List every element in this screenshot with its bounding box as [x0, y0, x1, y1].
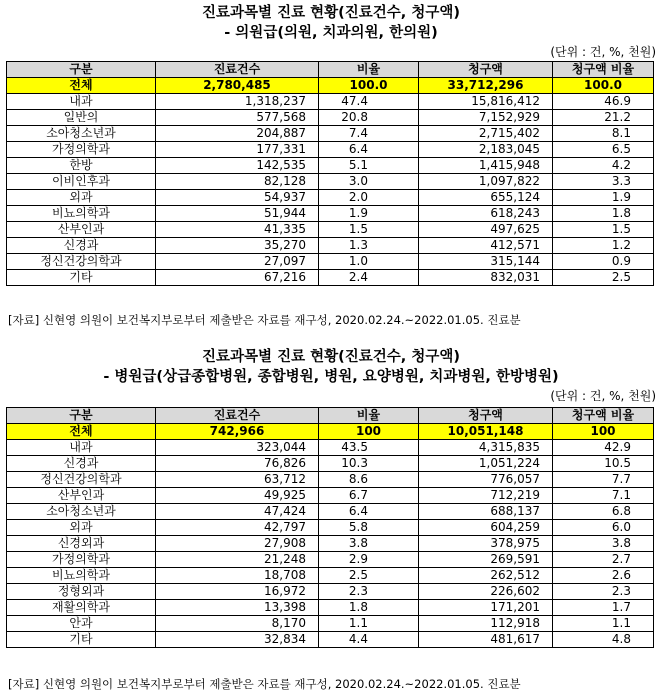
- table-row: [7, 440, 654, 456]
- count-cell: 63,712: [156, 472, 319, 488]
- count-cell: 42,797: [156, 520, 319, 536]
- total-amount: 10,051,148: [419, 424, 553, 440]
- table-row: [7, 632, 654, 648]
- amount-cell: 2,183,045: [419, 142, 553, 158]
- ratio-cell: 2.5: [319, 568, 419, 584]
- amount-cell: 412,571: [419, 238, 553, 254]
- amount-cell: 226,602: [419, 584, 553, 600]
- table-row: [7, 520, 654, 536]
- count-cell: 204,887: [156, 126, 319, 142]
- section2-title: 진료과목별 진료 현황(진료건수, 청구액): [201, 349, 461, 365]
- count-cell: 27,908: [156, 536, 319, 552]
- table-row: [7, 126, 654, 142]
- category-cell: 내과: [7, 94, 156, 110]
- category-cell: 안과: [7, 616, 156, 632]
- count-cell: 35,270: [156, 238, 319, 254]
- amount-cell: 7,152,929: [419, 110, 553, 126]
- total-row: [7, 78, 654, 94]
- category-cell: 소아청소년과: [7, 126, 156, 142]
- category-cell: 한방: [7, 158, 156, 174]
- count-cell: 51,944: [156, 206, 319, 222]
- table-row: [7, 568, 654, 584]
- category-cell: 외과: [7, 520, 156, 536]
- ratio-cell: 1.1: [319, 616, 419, 632]
- count-cell: 18,708: [156, 568, 319, 584]
- section1-source-note: [자료] 신현영 의원이 보건복지부로부터 제출받은 자료를 재구성, 2020.02.24.~2022.01.05. 진료분: [8, 313, 521, 327]
- table-row: [7, 552, 654, 568]
- amount-cell: 1,097,822: [419, 174, 553, 190]
- amount-ratio-cell: 3.3: [553, 174, 654, 190]
- ratio-cell: 2.3: [319, 584, 419, 600]
- amount-cell: 15,816,412: [419, 94, 553, 110]
- ratio-cell: 8.6: [319, 472, 419, 488]
- count-cell: 54,937: [156, 190, 319, 206]
- table-row: [7, 158, 654, 174]
- category-cell: 내과: [7, 440, 156, 456]
- category-cell: 기타: [7, 270, 156, 286]
- ratio-cell: 6.4: [319, 504, 419, 520]
- section2-header-row: [7, 408, 654, 424]
- category-cell: 비뇨의학과: [7, 206, 156, 222]
- category-cell: 가정의학과: [7, 142, 156, 158]
- amount-cell: 618,243: [419, 206, 553, 222]
- count-cell: 8,170: [156, 616, 319, 632]
- category-cell: 소아청소년과: [7, 504, 156, 520]
- amount-ratio-cell: 2.6: [553, 568, 654, 584]
- table-row: [7, 94, 654, 110]
- count-cell: 1,318,237: [156, 94, 319, 110]
- amount-ratio-cell: 0.9: [553, 254, 654, 270]
- amount-ratio-cell: 1.5: [553, 222, 654, 238]
- amount-ratio-cell: 6.8: [553, 504, 654, 520]
- amount-ratio-cell: 2.5: [553, 270, 654, 286]
- ratio-cell: 2.9: [319, 552, 419, 568]
- ratio-cell: 5.1: [319, 158, 419, 174]
- table-row: [7, 270, 654, 286]
- table-row: [7, 142, 654, 158]
- count-cell: 577,568: [156, 110, 319, 126]
- category-cell: 일반의: [7, 110, 156, 126]
- ratio-cell: 1.8: [319, 600, 419, 616]
- amount-ratio-cell: 2.3: [553, 584, 654, 600]
- amount-ratio-cell: 3.8: [553, 536, 654, 552]
- header-amount-ratio: 청구액 비율: [553, 408, 654, 424]
- count-cell: 41,335: [156, 222, 319, 238]
- amount-ratio-cell: 1.2: [553, 238, 654, 254]
- amount-cell: 481,617: [419, 632, 553, 648]
- amount-ratio-cell: 1.7: [553, 600, 654, 616]
- amount-ratio-cell: 10.5: [553, 456, 654, 472]
- total-amount: 33,712,296: [419, 78, 553, 94]
- category-cell: 기타: [7, 632, 156, 648]
- total-count: 2,780,485: [156, 78, 319, 94]
- amount-cell: 655,124: [419, 190, 553, 206]
- amount-ratio-cell: 46.9: [553, 94, 654, 110]
- category-cell: 신경과: [7, 238, 156, 254]
- header-ratio: 비율: [319, 408, 419, 424]
- section1-header-row: [7, 62, 654, 78]
- count-cell: 323,044: [156, 440, 319, 456]
- amount-cell: 315,144: [419, 254, 553, 270]
- category-cell: 신경외과: [7, 536, 156, 552]
- ratio-cell: 20.8: [319, 110, 419, 126]
- ratio-cell: 6.4: [319, 142, 419, 158]
- amount-cell: 378,975: [419, 536, 553, 552]
- total-ratio: 100.0: [319, 78, 419, 94]
- total-label: 전체: [7, 78, 156, 94]
- total-label: 전체: [7, 424, 156, 440]
- header-category: 구분: [7, 408, 156, 424]
- count-cell: 49,925: [156, 488, 319, 504]
- amount-ratio-cell: 8.1: [553, 126, 654, 142]
- count-cell: 177,331: [156, 142, 319, 158]
- section2-source-note: [자료] 신현영 의원이 보건복지부로부터 제출받은 자료를 재구성, 2020.02.24.~2022.01.05. 진료분: [8, 677, 521, 691]
- section1-subtitle: - 의원급(의원, 치과의원, 한의원): [224, 25, 438, 41]
- amount-cell: 688,137: [419, 504, 553, 520]
- section2-unit-note: (단위 : 건, %, 천원): [550, 389, 656, 403]
- header-category: 구분: [7, 62, 156, 78]
- ratio-cell: 1.3: [319, 238, 419, 254]
- total-amount-ratio: 100.0: [553, 78, 654, 94]
- amount-cell: 112,918: [419, 616, 553, 632]
- category-cell: 비뇨의학과: [7, 568, 156, 584]
- table-row: [7, 584, 654, 600]
- ratio-cell: 3.8: [319, 536, 419, 552]
- amount-ratio-cell: 1.1: [553, 616, 654, 632]
- header-count: 진료건수: [156, 62, 319, 78]
- table-row: [7, 472, 654, 488]
- category-cell: 신경과: [7, 456, 156, 472]
- amount-cell: 497,625: [419, 222, 553, 238]
- total-amount-ratio: 100: [553, 424, 654, 440]
- amount-ratio-cell: 7.1: [553, 488, 654, 504]
- category-cell: 정신건강의학과: [7, 472, 156, 488]
- amount-ratio-cell: 4.8: [553, 632, 654, 648]
- amount-ratio-cell: 1.9: [553, 190, 654, 206]
- amount-ratio-cell: 42.9: [553, 440, 654, 456]
- section1-title: 진료과목별 진료 현황(진료건수, 청구액): [201, 5, 461, 21]
- amount-ratio-cell: 6.5: [553, 142, 654, 158]
- table-row: [7, 600, 654, 616]
- header-ratio: 비율: [319, 62, 419, 78]
- ratio-cell: 2.0: [319, 190, 419, 206]
- amount-ratio-cell: 2.7: [553, 552, 654, 568]
- header-amount: 청구액: [419, 62, 553, 78]
- table-row: [7, 174, 654, 190]
- amount-cell: 712,219: [419, 488, 553, 504]
- ratio-cell: 1.9: [319, 206, 419, 222]
- table-row: [7, 190, 654, 206]
- section2-table: [6, 407, 654, 648]
- amount-ratio-cell: 7.7: [553, 472, 654, 488]
- count-cell: 16,972: [156, 584, 319, 600]
- table-row: [7, 254, 654, 270]
- amount-cell: 604,259: [419, 520, 553, 536]
- total-count: 742,966: [156, 424, 319, 440]
- ratio-cell: 3.0: [319, 174, 419, 190]
- amount-ratio-cell: 21.2: [553, 110, 654, 126]
- amount-ratio-cell: 6.0: [553, 520, 654, 536]
- ratio-cell: 1.0: [319, 254, 419, 270]
- category-cell: 외과: [7, 190, 156, 206]
- table-row: [7, 616, 654, 632]
- header-count: 진료건수: [156, 408, 319, 424]
- section1-table: [6, 61, 654, 286]
- table-row: [7, 456, 654, 472]
- section1-unit-note: (단위 : 건, %, 천원): [550, 45, 656, 59]
- table-row: [7, 488, 654, 504]
- category-cell: 이비인후과: [7, 174, 156, 190]
- amount-cell: 1,415,948: [419, 158, 553, 174]
- category-cell: 정신건강의학과: [7, 254, 156, 270]
- ratio-cell: 47.4: [319, 94, 419, 110]
- amount-cell: 2,715,402: [419, 126, 553, 142]
- amount-cell: 269,591: [419, 552, 553, 568]
- header-amount: 청구액: [419, 408, 553, 424]
- count-cell: 67,216: [156, 270, 319, 286]
- count-cell: 27,097: [156, 254, 319, 270]
- table-row: [7, 238, 654, 254]
- amount-ratio-cell: 1.8: [553, 206, 654, 222]
- ratio-cell: 1.5: [319, 222, 419, 238]
- count-cell: 21,248: [156, 552, 319, 568]
- header-amount-ratio: 청구액 비율: [553, 62, 654, 78]
- count-cell: 142,535: [156, 158, 319, 174]
- table-row: [7, 504, 654, 520]
- count-cell: 47,424: [156, 504, 319, 520]
- category-cell: 정형외과: [7, 584, 156, 600]
- amount-cell: 262,512: [419, 568, 553, 584]
- amount-cell: 776,057: [419, 472, 553, 488]
- ratio-cell: 43.5: [319, 440, 419, 456]
- amount-cell: 171,201: [419, 600, 553, 616]
- count-cell: 32,834: [156, 632, 319, 648]
- ratio-cell: 2.4: [319, 270, 419, 286]
- count-cell: 13,398: [156, 600, 319, 616]
- category-cell: 산부인과: [7, 488, 156, 504]
- ratio-cell: 4.4: [319, 632, 419, 648]
- category-cell: 산부인과: [7, 222, 156, 238]
- ratio-cell: 6.7: [319, 488, 419, 504]
- category-cell: 가정의학과: [7, 552, 156, 568]
- count-cell: 76,826: [156, 456, 319, 472]
- section2-subtitle: - 병원급(상급종합병원, 종합병원, 병원, 요양병원, 치과병원, 한방병원): [103, 369, 559, 385]
- table-row: [7, 222, 654, 238]
- table-row: [7, 110, 654, 126]
- table-row: [7, 536, 654, 552]
- amount-ratio-cell: 4.2: [553, 158, 654, 174]
- amount-cell: 4,315,835: [419, 440, 553, 456]
- amount-cell: 832,031: [419, 270, 553, 286]
- ratio-cell: 10.3: [319, 456, 419, 472]
- ratio-cell: 5.8: [319, 520, 419, 536]
- category-cell: 재활의학과: [7, 600, 156, 616]
- ratio-cell: 7.4: [319, 126, 419, 142]
- total-ratio: 100: [319, 424, 419, 440]
- amount-cell: 1,051,224: [419, 456, 553, 472]
- count-cell: 82,128: [156, 174, 319, 190]
- table-row: [7, 206, 654, 222]
- total-row: [7, 424, 654, 440]
